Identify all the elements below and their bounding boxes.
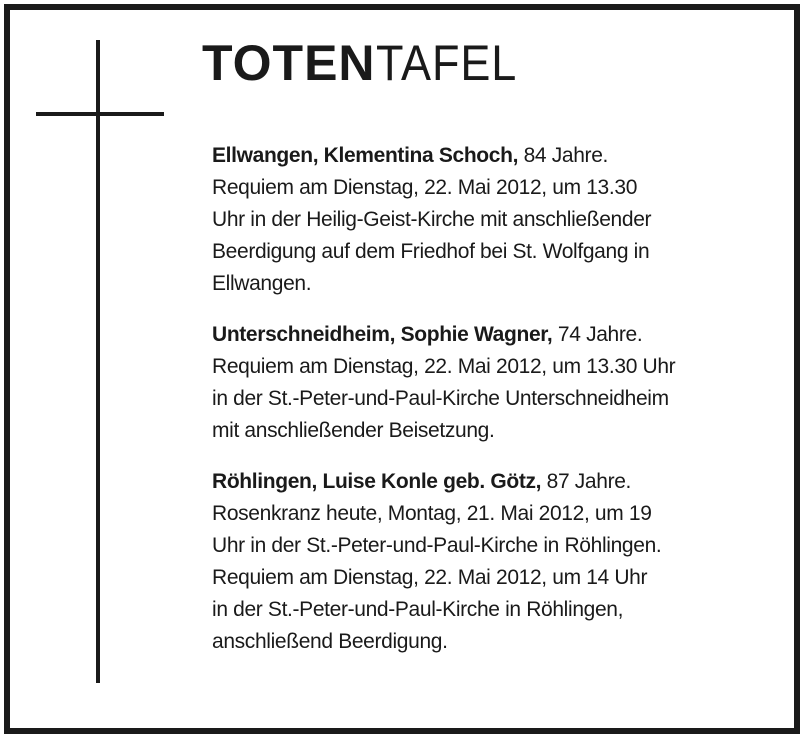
entry-line: in der St.-Peter-und-Paul-Kirche in Röhlingen, (212, 598, 624, 621)
entry-name: Ellwangen, Klementina Schoch, (212, 144, 519, 167)
entry-line: in der St.-Peter-und-Paul-Kirche Unterschneidheim (212, 387, 669, 410)
entry-line: Requiem am Dienstag, 22. Mai 2012, um 13.30 Uhr (212, 355, 676, 378)
entry-line: Ellwangen. (212, 272, 312, 295)
obituary-entry (212, 466, 777, 658)
entry-line: Requiem am Dienstag, 22. Mai 2012, um 13.30 (212, 176, 638, 199)
entry-line: Beerdigung auf dem Friedhof bei St. Wolfgang in (212, 240, 650, 263)
entry-line: Uhr in der St.-Peter-und-Paul-Kirche in Röhlingen. (212, 534, 662, 557)
cross-icon-vertical-bar (96, 40, 100, 683)
entry-name: Röhlingen, Luise Konle geb. Götz, (212, 470, 542, 493)
obituary-entry (212, 140, 777, 300)
entry-age: 84 Jahre. (523, 144, 609, 167)
entry-line: Uhr in der Heilig-Geist-Kirche mit anschließender (212, 208, 652, 231)
page-title (202, 33, 532, 93)
entry-age: 74 Jahre. (557, 323, 643, 346)
obituary-entry (212, 319, 777, 447)
title-bold-part: TOTEN (202, 35, 376, 91)
obituary-list (212, 140, 777, 677)
entry-line: anschließend Beerdigung. (212, 630, 448, 653)
title-light-part: TAFEL (375, 35, 517, 91)
cross-icon-horizontal-bar (36, 112, 164, 116)
entry-age: 87 Jahre. (546, 470, 632, 493)
entry-line: mit anschließender Beisetzung. (212, 419, 495, 442)
entry-line: Rosenkranz heute, Montag, 21. Mai 2012, um 19 (212, 502, 652, 525)
entry-name: Unterschneidheim, Sophie Wagner, (212, 323, 553, 346)
entry-line: Requiem am Dienstag, 22. Mai 2012, um 14 Uhr (212, 566, 648, 589)
